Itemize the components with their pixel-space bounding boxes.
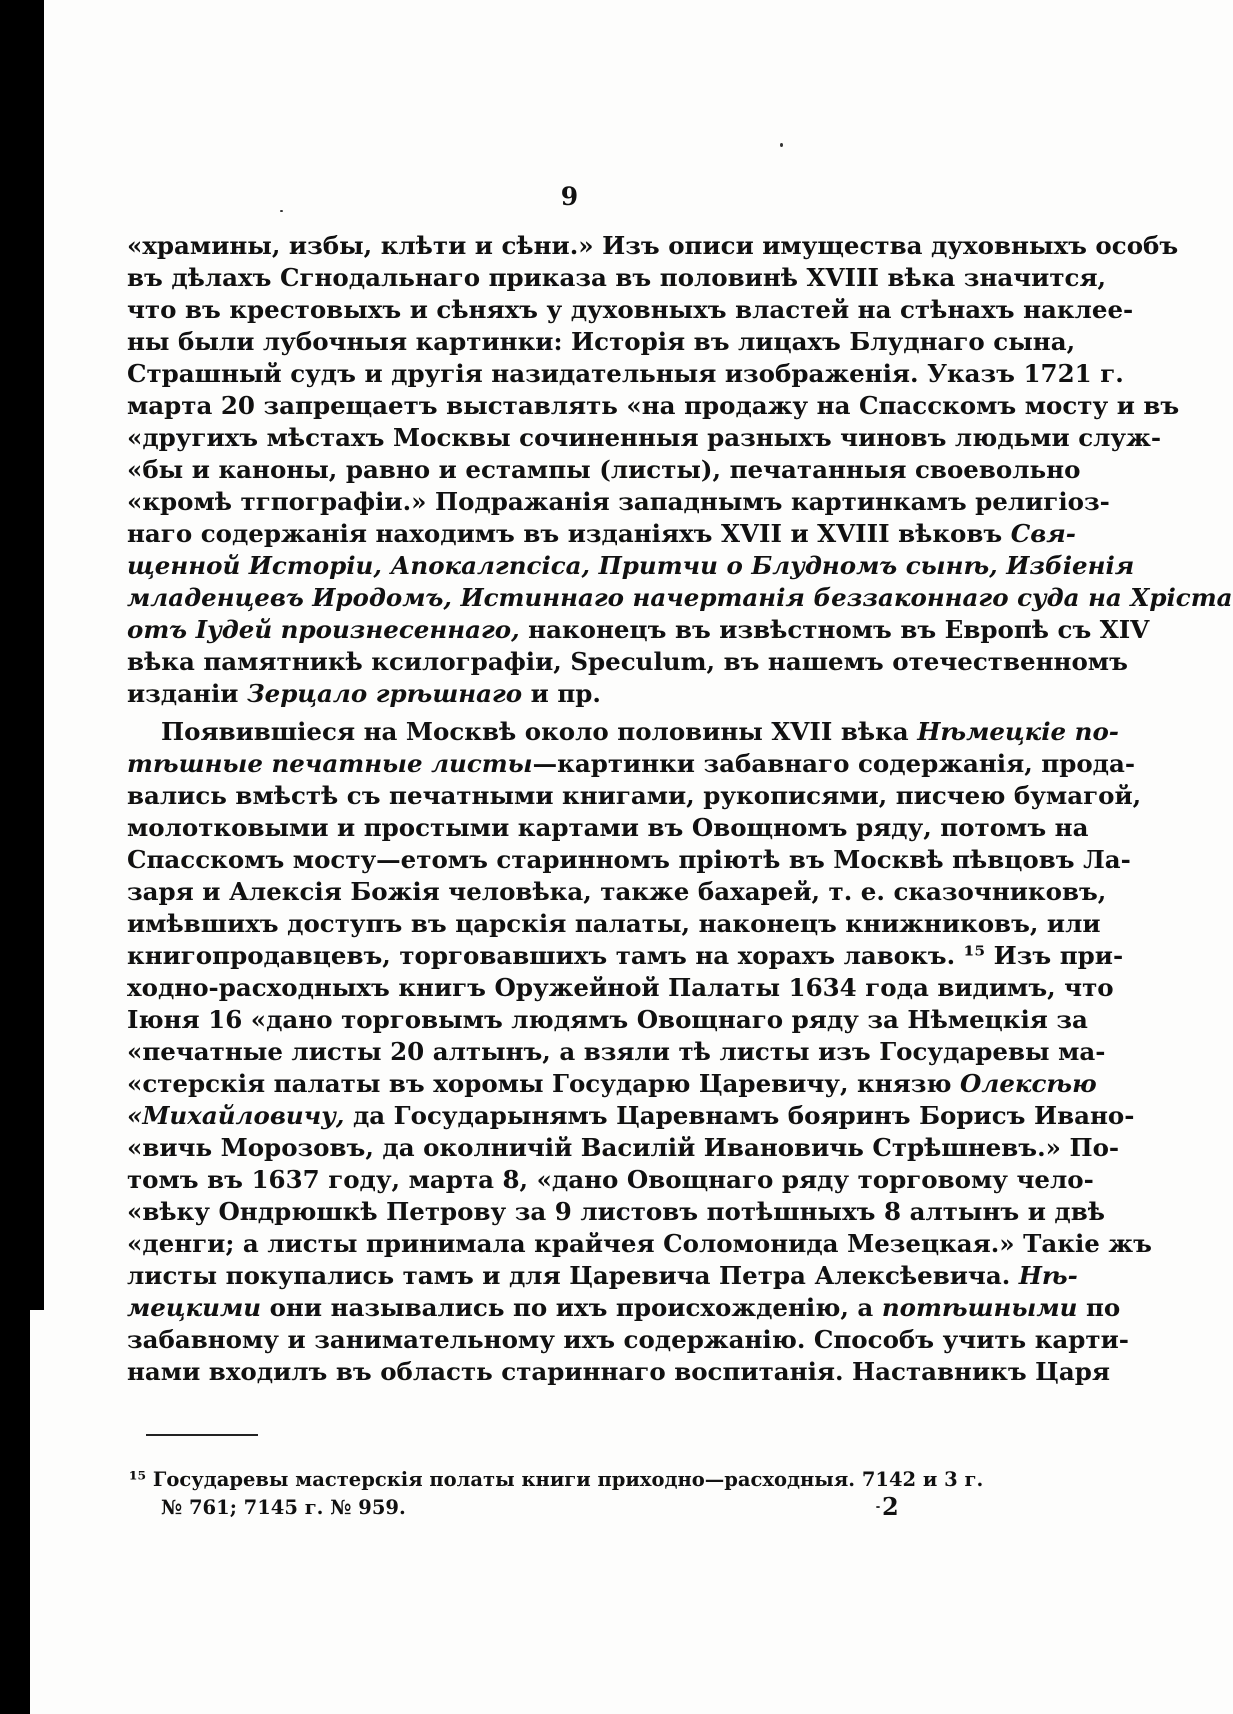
text-line: забавному и занимательному ихъ содержанію. Способъ учить карти-	[127, 1325, 1129, 1354]
text-line: Спасскомъ мосту—етомъ старинномъ пріютѣ въ Москвѣ пѣвцовъ Ла-	[127, 845, 1131, 874]
footnote-rule	[146, 1434, 258, 1436]
text-line: щенной Исторіи, Апокалгпсіса, Притчи о Блудномъ сынѣ, Избіенія	[127, 551, 1135, 580]
text-line: ходно-расходныхъ книгъ Оружейной Палаты 1634 года видимъ, что	[127, 973, 1114, 1002]
footnote-line: ¹⁵ Государевы мастерскія полаты книги приходно—расходныя. 7142 и 3 г.	[129, 1468, 984, 1491]
footnote	[129, 1466, 984, 1522]
text-line: «печатные листы 20 алтынъ, а взяли тѣ листы изъ Государевы ма-	[127, 1037, 1106, 1066]
text-line: вѣка памятникѣ ксилографіи, Speculum, въ нашемъ отечественномъ	[127, 647, 1128, 676]
text-line: ны были лубочныя картинки: Исторія въ лицахъ Блуднаго сына,	[127, 327, 1076, 356]
text-line: въ дѣлахъ Сгнодальнаго приказа въ половинѣ XVIII вѣка значится,	[127, 263, 1107, 292]
text-line: Іюня 16 «дано торговымъ людямъ Овощнаго ряду за Нѣмецкія за	[127, 1005, 1088, 1034]
text-line: имѣвшихъ доступъ въ царскія палаты, наконецъ книжниковъ, или	[127, 909, 1101, 938]
text-line: младенцевъ Иродомъ, Истиннаго начертанія беззаконнаго суда на Хріста	[127, 583, 1233, 612]
scan-speck	[280, 210, 283, 212]
text-line: «стерскія палаты въ хоромы Государю Царевичу, князю Олексѣю	[127, 1069, 1097, 1098]
text-line: отъ Іудей произнесеннаго, наконецъ въ извѣстномъ въ Европѣ съ XIV	[127, 615, 1150, 644]
text-line: книгопродавцевъ, торговавшихъ тамъ на хорахъ лавокъ. ¹⁵ Изъ при-	[127, 941, 1124, 970]
text-line: что въ крестовыхъ и сѣняхъ у духовныхъ властей на стѣнахъ наклее-	[127, 295, 1134, 324]
text-line: вались вмѣстѣ съ печатными книгами, рукописями, писчею бумагой,	[127, 781, 1142, 810]
text-line: мецкими они назывались по ихъ происхожденію, а потѣшными по	[127, 1293, 1121, 1322]
text-line: «вѣку Ондрюшкѣ Петрову за 9 листовъ потѣшныхъ 8 алтынъ и двѣ	[127, 1197, 1106, 1226]
text-line: «кромѣ тгпографіи.» Подражанія западнымъ картинкамъ религіоз-	[127, 487, 1110, 516]
text-line: «храмины, избы, клѣти и сѣни.» Изъ описи имущества духовныхъ особъ	[127, 231, 1179, 260]
text-line: «денги; а листы принимала крайчея Соломонида Мезецкая.» Такіе жъ	[127, 1229, 1152, 1258]
text-line: наго содержанія находимъ въ изданіяхъ XVII и XVIII вѣковъ Свя-	[127, 519, 1076, 548]
text-line: молотковыми и простыми картами въ Овощномъ ряду, потомъ на	[127, 813, 1089, 842]
text-line: томъ въ 1637 году, марта 8, «дано Овощнаго ряду торговому чело-	[127, 1165, 1094, 1194]
footnote-line: № 761; 7145 г. № 959.	[161, 1496, 406, 1519]
scan-border	[0, 0, 30, 1714]
text-line: «вичь Морозовъ, да околничій Василій Ивановичь Стрѣшневъ.» По-	[127, 1133, 1120, 1162]
body-text	[127, 230, 1233, 1388]
text-line: нами входилъ въ область стариннаго воспитанія. Наставникъ Царя	[127, 1357, 1110, 1386]
signature-mark: 2	[882, 1492, 899, 1521]
text-line: Страшный судъ и другія назидательныя изображенія. Указъ 1721 г.	[127, 359, 1124, 388]
text-line: тѣшные печатные листы—картинки забавнаго содержанія, прода-	[127, 749, 1136, 778]
text-line: «бы и каноны, равно и естампы (листы), печатанныя своевольно	[127, 455, 1081, 484]
scan-speck	[780, 143, 783, 147]
scan-speck	[876, 1506, 880, 1508]
page-number: 9	[560, 182, 580, 211]
text-line: марта 20 запрещаетъ выставлять «на продажу на Спасскомъ мосту и въ	[127, 391, 1180, 420]
text-line: «другихъ мѣстахъ Москвы сочиненныя разныхъ чиновъ людьми служ-	[127, 423, 1162, 452]
text-line: листы покупались тамъ и для Царевича Петра Алексѣевича. Нѣ-	[127, 1261, 1078, 1290]
text-line: Появившіеся на Москвѣ около половины XVII вѣка Нѣмецкіе по-	[161, 717, 1119, 746]
text-line: заря и Алексія Божія человѣка, также бахарей, т. е. сказочниковъ,	[127, 877, 1107, 906]
text-line: «Михайловичу, да Государынямъ Царевнамъ бояринъ Борисъ Ивано-	[127, 1101, 1135, 1130]
text-line: изданіи Зерцало грѣшнаго и пр.	[127, 679, 601, 708]
